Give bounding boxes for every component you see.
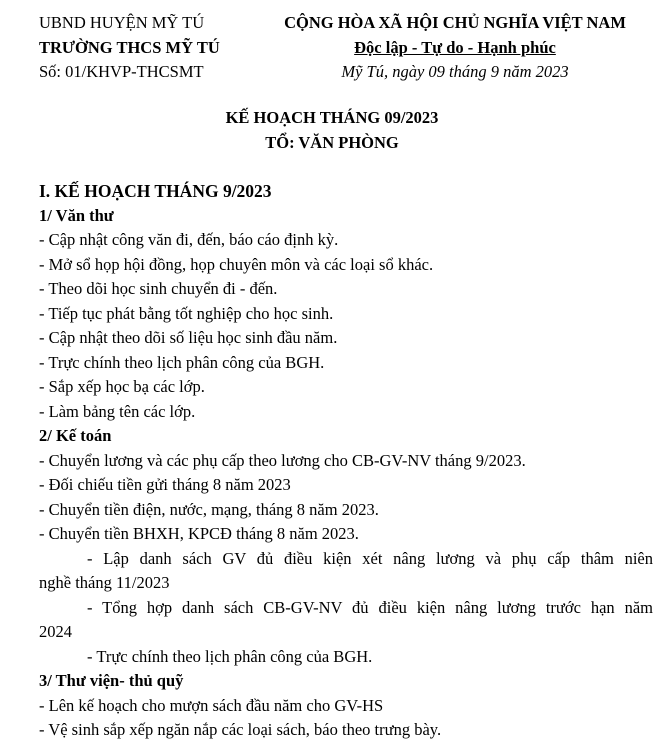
list-item: - Theo dõi học sinh chuyển đi - đến. — [39, 279, 278, 298]
list-item: - Đối chiếu tiền gửi tháng 8 năm 2023 — [39, 475, 291, 494]
subsection-heading-thu-vien: 3/ Thư viện- thủ quỹ — [39, 671, 184, 690]
list-item: - Trực chính theo lịch phân công của BGH. — [39, 352, 325, 372]
subsection-heading-van-thu: 1/ Văn thư — [39, 205, 114, 225]
list-item: - Cập nhật công văn đi, đến, báo cáo định kỳ. — [39, 230, 339, 249]
list-item: - Tiếp tục phát bằng tốt nghiệp cho học sinh. — [39, 303, 334, 323]
place-date: Mỹ Tú, ngày 09 tháng 9 năm 2023 — [341, 62, 569, 81]
list-item: - Mở sổ họp hội đồng, họp chuyên môn và các loại sổ khác. — [39, 254, 434, 274]
list-item: - Chuyển tiền BHXH, KPCĐ tháng 8 năm 2023. — [39, 524, 359, 543]
list-item: - Làm bảng tên các lớp. — [39, 401, 196, 421]
issuer-header — [39, 11, 269, 85]
list-item: - Lên kế hoạch cho mượn sách đầu năm cho GV-HS — [39, 695, 384, 715]
district-name: UBND HUYỆN MỸ TÚ — [39, 13, 205, 32]
paragraph-line: 2024 — [39, 622, 72, 641]
school-name: TRƯỜNG THCS MỸ TÚ — [39, 37, 220, 57]
subsection-heading-ke-toan: 2/ Kế toán — [39, 426, 112, 445]
list-item: - Trực chính theo lịch phân công của BGH. — [87, 646, 373, 666]
list-item: - Vệ sinh sắp xếp ngăn nắp các loại sách, báo theo trưng bày. — [39, 720, 442, 739]
document-title — [0, 106, 664, 155]
paragraph-line: nghề tháng 11/2023 — [39, 573, 170, 592]
document-number: Số: 01/KHVP-THCSMT — [39, 62, 204, 81]
list-item: - Chuyển tiền điện, nước, mạng, tháng 8 năm 2023. — [39, 499, 379, 519]
list-item: - Chuyển lương và các phụ cấp theo lương cho CB-GV-NV tháng 9/2023. — [39, 450, 526, 470]
paragraph-line: - Tổng hợp danh sách CB-GV-NV đủ điều kiện nâng lương trước hạn năm — [87, 597, 653, 617]
plan-title: KẾ HOẠCH THÁNG 09/2023 — [225, 108, 439, 127]
document-body — [39, 179, 653, 742]
national-motto: Độc lập - Tự do - Hạnh phúc — [354, 37, 556, 57]
list-item: - Sắp xếp học bạ các lớp. — [39, 377, 205, 396]
department-title: TỔ: VĂN PHÒNG — [265, 132, 399, 152]
list-item: - Cập nhật theo dõi số liệu học sinh đầu năm. — [39, 328, 338, 347]
national-header — [262, 11, 648, 85]
section-heading: I. KẾ HOẠCH THÁNG 9/2023 — [39, 181, 272, 201]
country-name: CỘNG HÒA XÃ HỘI CHỦ NGHĨA VIỆT NAM — [284, 13, 626, 32]
paragraph-line: - Lập danh sách GV đủ điều kiện xét nâng lương và phụ cấp thâm niên — [87, 548, 653, 568]
